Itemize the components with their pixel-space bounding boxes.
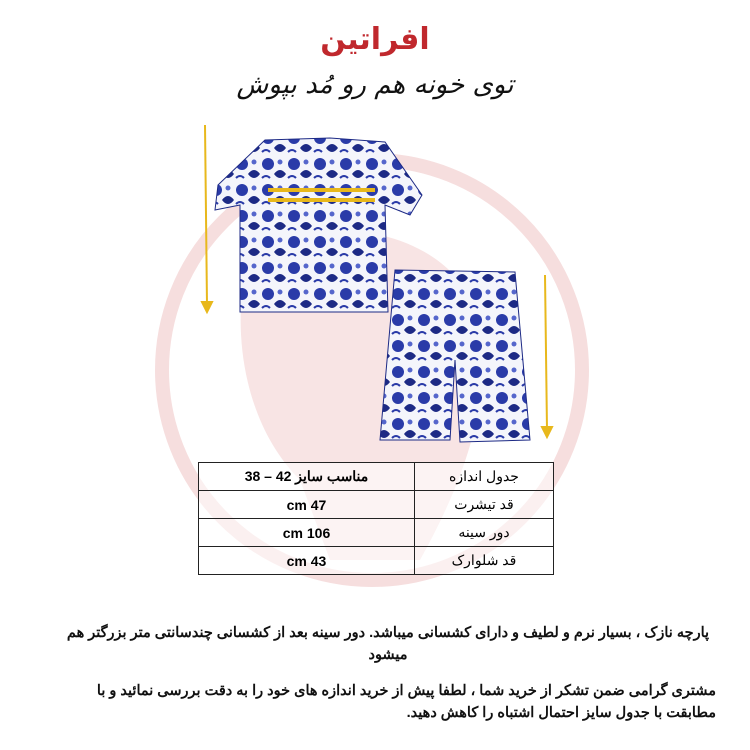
- size-value: 106 cm: [199, 519, 415, 547]
- tshirt-image: [215, 138, 422, 312]
- brand-logo: افراتین: [320, 22, 430, 57]
- tshirt-length-arrow: [202, 125, 212, 312]
- fabric-description: پارچه نازک ، بسیار نرم و لطیف و دارای کشسانی میباشد. دور سینه بعد از کشسانی چندسانتی متر بزرگتر هم میشود: [66, 625, 710, 663]
- size-value: 43 cm: [199, 547, 415, 575]
- size-label: قد شلوارک: [415, 547, 554, 575]
- size-value: مناسب سایز 42 – 38: [199, 463, 415, 491]
- size-label: جدول اندازه: [415, 463, 554, 491]
- size-table: [198, 462, 554, 575]
- table-row: [199, 491, 554, 519]
- shorts-length-arrow: [542, 275, 552, 437]
- table-row: [199, 519, 554, 547]
- size-value: 47 cm: [199, 491, 415, 519]
- table-row: [199, 547, 554, 575]
- size-label: قد تیشرت: [415, 491, 554, 519]
- size-label: دور سینه: [415, 519, 554, 547]
- slogan: توی خونه هم رو مُد بپوش: [236, 70, 514, 100]
- table-row: [199, 463, 554, 491]
- customer-note: مشتری گرامی ضمن تشکر از خرید شما ، لطفا پیش از خرید اندازه های خود را به دقت بررسی نمائید و با مطابقت با جدول سایز احتمال اشتباه را کاهش دهید.: [96, 683, 716, 721]
- shorts-image: [380, 270, 530, 442]
